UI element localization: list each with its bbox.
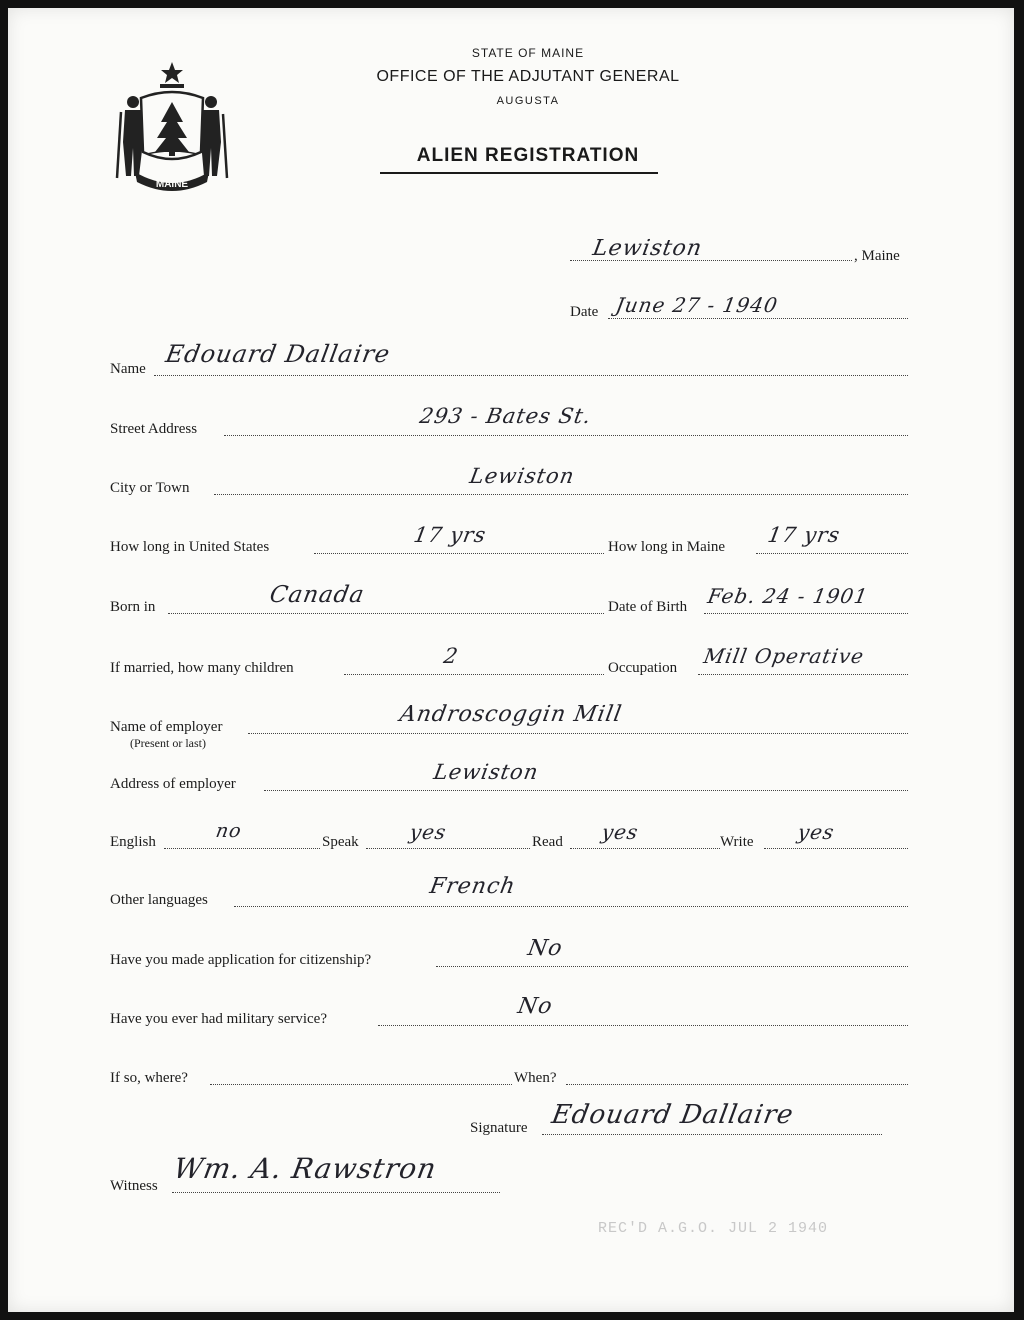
- when-label: When?: [514, 1070, 557, 1086]
- how-long-us-label: How long in United States: [110, 539, 270, 555]
- how-long-maine-value: 17 yrs: [765, 523, 843, 547]
- speak-label: Speak: [322, 834, 359, 850]
- street-address-line: [224, 435, 908, 436]
- street-address-label: Street Address: [110, 421, 198, 437]
- date-of-birth-line: [704, 613, 908, 614]
- signature-label: Signature: [470, 1120, 528, 1136]
- city-value: Lewiston: [467, 464, 577, 488]
- date-value: June 27 - 1940: [613, 293, 780, 317]
- employer-address-line: [264, 790, 908, 791]
- how-long-maine-label: How long in Maine: [608, 539, 726, 555]
- born-in-label: Born in: [110, 599, 156, 615]
- place-suffix: , Maine: [854, 248, 900, 264]
- when-line: [566, 1084, 908, 1085]
- state-heading: STATE OF MAINE: [471, 46, 585, 60]
- citizenship-value: No: [525, 936, 565, 961]
- date-label: Date: [570, 304, 599, 320]
- date-of-birth-label: Date of Birth: [608, 599, 688, 615]
- where-label: If so, where?: [110, 1070, 188, 1086]
- witness-label: Witness: [110, 1178, 158, 1194]
- read-line: [570, 848, 720, 849]
- citizenship-label: Have you made application for citizenship?: [110, 952, 372, 968]
- how-long-us-value: 17 yrs: [411, 523, 489, 547]
- born-in-value: Canada: [267, 582, 367, 608]
- employer-label: Name of employer: [110, 719, 223, 735]
- employer-address-label: Address of employer: [110, 776, 236, 792]
- children-line: [344, 674, 604, 675]
- occupation-value: Mill Operative: [701, 644, 867, 668]
- witness-value: Wm. A. Rawstron: [171, 1152, 440, 1185]
- received-stamp: REC'D A.G.O. JUL 2 1940: [598, 1220, 829, 1237]
- citizenship-line: [436, 966, 908, 967]
- how-long-maine-line: [756, 553, 908, 554]
- maine-state-seal-icon: [111, 56, 233, 196]
- date-of-birth-value: Feb. 24 - 1901: [705, 584, 871, 608]
- signature-line: [542, 1134, 882, 1135]
- children-value: 2: [441, 644, 461, 668]
- speak-line: [366, 848, 530, 849]
- other-languages-label: Other languages: [110, 892, 208, 908]
- speak-value: yes: [407, 820, 449, 844]
- born-in-line: [168, 613, 604, 614]
- other-languages-value: French: [427, 874, 518, 899]
- city-label: City or Town: [110, 480, 190, 496]
- military-line: [378, 1025, 908, 1026]
- registration-form: [8, 8, 1014, 1312]
- office-heading: OFFICE OF THE ADJUTANT GENERAL: [376, 68, 680, 85]
- place-value: Lewiston: [590, 236, 705, 261]
- occupation-label: Occupation: [608, 660, 678, 676]
- form-title: ALIEN REGISTRATION: [416, 145, 640, 166]
- employer-address-value: Lewiston: [431, 760, 541, 784]
- name-label: Name: [110, 361, 146, 377]
- employer-line: [248, 733, 908, 734]
- employer-sublabel: (Present or last): [130, 736, 206, 750]
- how-long-us-line: [314, 553, 604, 554]
- date-line: [608, 318, 908, 319]
- city-line: [214, 494, 908, 495]
- children-label: If married, how many children: [110, 660, 294, 676]
- write-value: yes: [795, 820, 837, 844]
- military-label: Have you ever had military service?: [110, 1011, 327, 1027]
- employer-value: Androscoggin Mill: [397, 702, 624, 727]
- seal-text: MAINE: [155, 179, 189, 190]
- witness-line: [172, 1192, 500, 1193]
- signature-value: Edouard Dallaire: [549, 1100, 797, 1130]
- english-value: no: [214, 820, 244, 842]
- english-line: [164, 848, 320, 849]
- title-underline: [380, 172, 658, 174]
- read-label: Read: [532, 834, 563, 850]
- other-languages-line: [234, 906, 908, 907]
- read-value: yes: [599, 820, 641, 844]
- occupation-line: [698, 674, 908, 675]
- english-label: English: [110, 834, 156, 850]
- city-heading: AUGUSTA: [496, 95, 560, 107]
- street-address-value: 293 - Bates St.: [417, 404, 594, 428]
- write-label: Write: [720, 834, 754, 850]
- where-line: [210, 1084, 512, 1085]
- name-line: [154, 375, 908, 376]
- write-line: [764, 848, 908, 849]
- name-value: Edouard Dallaire: [163, 340, 393, 368]
- military-value: No: [515, 994, 555, 1019]
